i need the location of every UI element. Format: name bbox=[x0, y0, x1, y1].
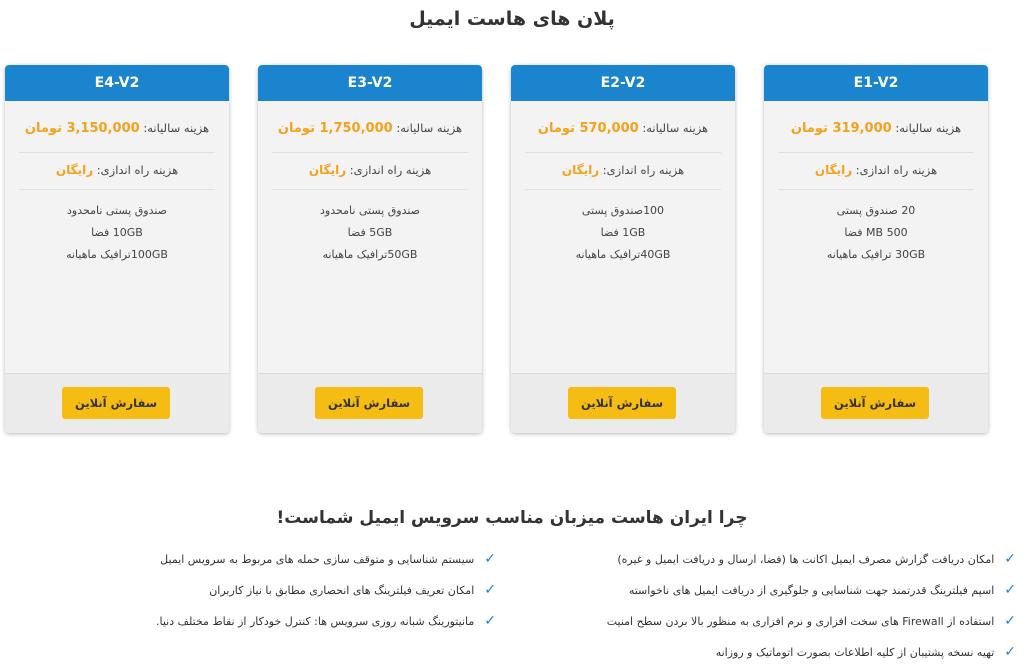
setup-label: هزینه راه اندازی: bbox=[349, 163, 432, 177]
feature-traffic: 40GBترافیک ماهیانه bbox=[575, 248, 671, 261]
feature-mailboxes: صندوق پستی نامحدود bbox=[319, 204, 421, 217]
check-icon: ✓ bbox=[1004, 551, 1016, 567]
benefit-text: اسپم فیلترینگ قدرتمند جهت شناسایی و جلوگیری از دریافت ایمیل های ناخواسته bbox=[628, 584, 995, 597]
plan-name: E3-V2 bbox=[258, 65, 482, 101]
setup-label: هزینه راه اندازی: bbox=[96, 163, 179, 177]
benefit-text: امکان دریافت گزارش مصرف ایمیل اکانت ها (فضا، ارسال و دریافت ایمیل و غیره) bbox=[617, 553, 995, 566]
feature-list bbox=[764, 200, 988, 266]
card-footer bbox=[258, 373, 482, 433]
setup-label: هزینه راه اندازی: bbox=[602, 163, 685, 177]
order-online-button[interactable]: سفارش آنلاین bbox=[568, 387, 676, 419]
feature-list bbox=[511, 200, 735, 266]
check-icon: ✓ bbox=[484, 613, 496, 629]
plan-card-e3 bbox=[258, 65, 482, 433]
setup-row bbox=[778, 153, 974, 190]
benefits-column-left bbox=[116, 552, 496, 645]
price-label: هزینه سالیانه: bbox=[642, 121, 709, 135]
price-row bbox=[778, 101, 974, 153]
feature-mailboxes: صندوق پستی نامحدود bbox=[66, 204, 168, 217]
check-icon: ✓ bbox=[1004, 644, 1016, 660]
order-online-button[interactable]: سفارش آنلاین bbox=[62, 387, 170, 419]
feature-list bbox=[5, 200, 229, 266]
check-icon: ✓ bbox=[484, 551, 496, 567]
price-value: 319,000 تومان bbox=[790, 121, 892, 136]
feature-list bbox=[258, 200, 482, 266]
price-label: هزینه سالیانه: bbox=[895, 121, 962, 135]
benefit-text: امکان تعریف فیلترینگ های انحصاری مطابق با نیاز کاربران bbox=[209, 584, 475, 597]
benefit-item bbox=[596, 645, 1016, 672]
benefit-text: تهیه نسخه پشتیبان از کلیه اطلاعات بصورت اتوماتیک و روزانه bbox=[715, 646, 995, 659]
price-value: 570,000 تومان bbox=[537, 121, 639, 136]
feature-traffic: 100GBترافیک ماهیانه bbox=[66, 248, 168, 261]
check-icon: ✓ bbox=[484, 582, 496, 598]
feature-traffic: 30GB ترافیک ماهیانه bbox=[826, 248, 926, 261]
benefits-column-right bbox=[596, 552, 1016, 672]
price-row bbox=[272, 101, 468, 153]
check-icon: ✓ bbox=[1004, 613, 1016, 629]
card-footer bbox=[764, 373, 988, 433]
card-footer bbox=[511, 373, 735, 433]
setup-value: رایگان bbox=[561, 163, 600, 177]
price-label: هزینه سالیانه: bbox=[396, 121, 463, 135]
price-row bbox=[19, 101, 215, 153]
feature-mailboxes: 20 صندوق پستی bbox=[836, 204, 916, 217]
plan-name: E1-V2 bbox=[764, 65, 988, 101]
order-online-button[interactable]: سفارش آنلاین bbox=[315, 387, 423, 419]
plan-card-e4 bbox=[5, 65, 229, 433]
price-label: هزینه سالیانه: bbox=[143, 121, 210, 135]
price-value: 3,150,000 تومان bbox=[24, 121, 140, 136]
price-value: 1,750,000 تومان bbox=[277, 121, 393, 136]
benefit-item bbox=[116, 583, 496, 614]
benefit-item bbox=[596, 552, 1016, 583]
benefit-text: استفاده از Firewall های سخت افزاری و نرم افزاری به منظور بالا بردن سطح امنیت bbox=[606, 615, 995, 628]
setup-row bbox=[19, 153, 215, 190]
setup-value: رایگان bbox=[308, 163, 347, 177]
feature-storage: 500 MB فضا bbox=[844, 226, 908, 239]
order-online-button[interactable]: سفارش آنلاین bbox=[821, 387, 929, 419]
feature-storage: 1GB فضا bbox=[600, 226, 646, 239]
plans-section bbox=[0, 65, 1024, 435]
benefit-item bbox=[116, 552, 496, 583]
feature-storage: 10GB فضا bbox=[91, 226, 143, 239]
setup-label: هزینه راه اندازی: bbox=[855, 163, 938, 177]
feature-traffic: 50GBترافیک ماهیانه bbox=[322, 248, 418, 261]
benefit-text: سیستم شناسایی و متوقف سازی حمله های مربوط به سرویس ایمیل bbox=[160, 553, 475, 566]
setup-row bbox=[272, 153, 468, 190]
feature-storage: 5GB فضا bbox=[347, 226, 393, 239]
benefit-item bbox=[596, 583, 1016, 614]
plan-card-e2 bbox=[511, 65, 735, 433]
setup-value: رایگان bbox=[55, 163, 94, 177]
benefit-item bbox=[596, 614, 1016, 645]
feature-mailboxes: 100صندوق پستی bbox=[581, 204, 665, 217]
why-title: چرا ایران هاست میزبان مناسب سرویس ایمیل شماست! bbox=[276, 508, 748, 528]
page-title: پلان های هاست ایمیل bbox=[409, 8, 615, 30]
plan-card-e1 bbox=[764, 65, 988, 433]
plan-name: E4-V2 bbox=[5, 65, 229, 101]
benefits-section bbox=[0, 552, 1024, 672]
benefit-text: مانیتورینگ شبانه روزی سرویس ها: کنترل خودکار از نقاط مختلف دنیا. bbox=[155, 615, 475, 628]
check-icon: ✓ bbox=[1004, 582, 1016, 598]
setup-value: رایگان bbox=[814, 163, 853, 177]
plan-name: E2-V2 bbox=[511, 65, 735, 101]
benefit-item bbox=[116, 614, 496, 645]
price-row bbox=[525, 101, 721, 153]
card-footer bbox=[5, 373, 229, 433]
setup-row bbox=[525, 153, 721, 190]
